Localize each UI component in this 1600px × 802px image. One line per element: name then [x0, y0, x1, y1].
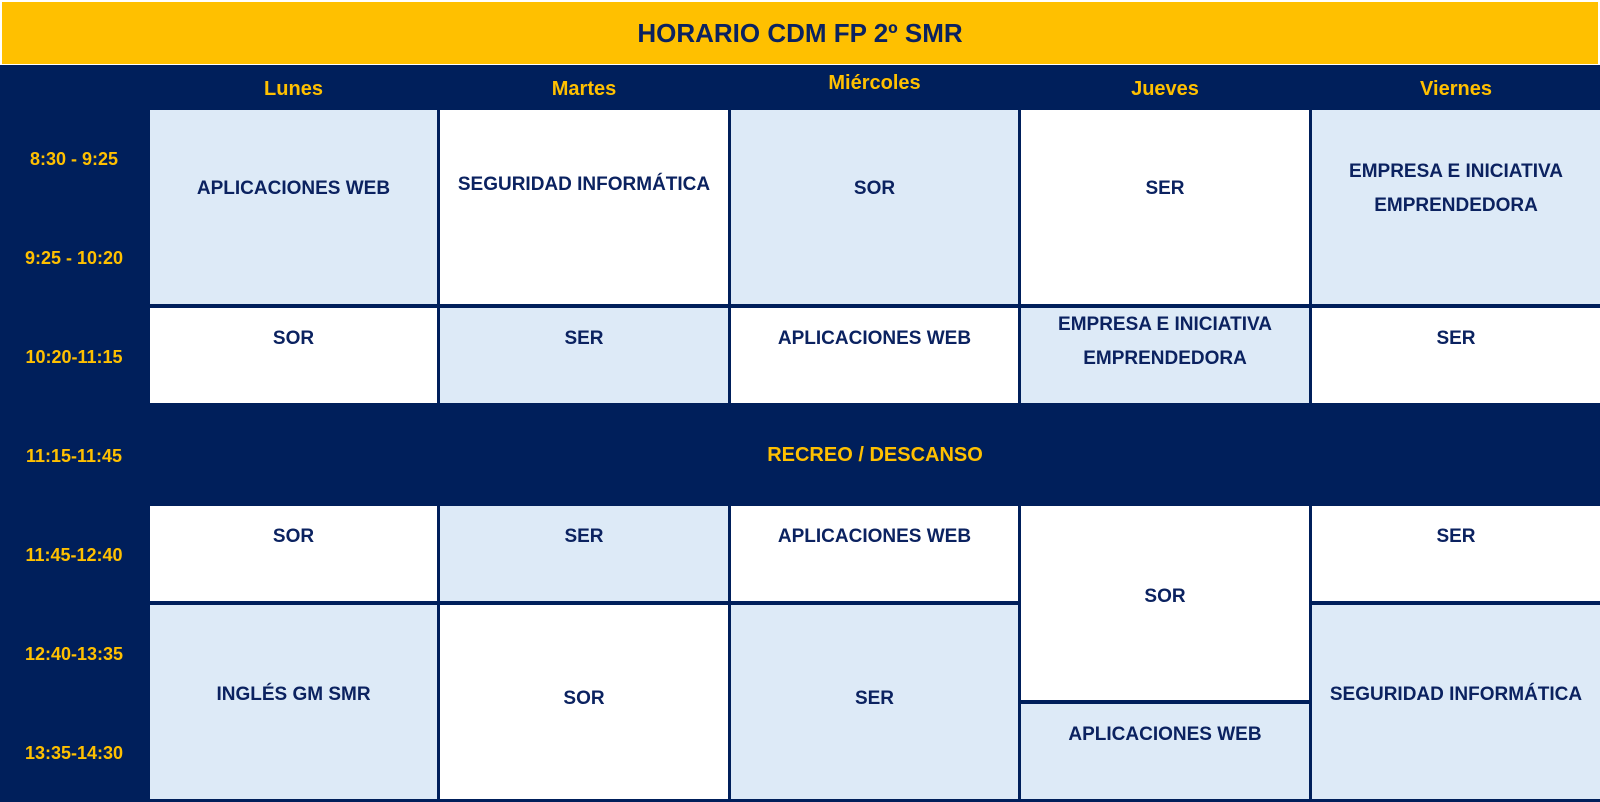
class-cell-lunes-4: [150, 605, 437, 799]
class-cell-viernes-2: [1312, 308, 1600, 403]
break-label: RECREO / DESCANSO: [767, 443, 983, 466]
class-label: SOR: [563, 688, 605, 709]
class-cell-martes-4: [440, 605, 728, 799]
class-cell-jueves-2: [1021, 308, 1309, 403]
class-label: SOR: [1144, 586, 1186, 607]
class-cell-viernes-1: [1312, 110, 1600, 304]
class-label: SOR: [272, 526, 315, 547]
day-header-miercoles: Miércoles: [828, 71, 921, 94]
time-slot-break: 11:15-11:45: [25, 445, 123, 466]
class-cell-lunes-2: [150, 308, 437, 403]
class-cell-jueves-4: [1021, 704, 1309, 799]
class-label: SOR: [853, 178, 896, 199]
class-label: SOR: [272, 328, 315, 349]
day-header-jueves: Jueves: [1131, 77, 1199, 100]
class-label: SER: [854, 688, 895, 709]
class-label: SER: [564, 328, 604, 349]
time-slot-1: 8:30 - 9:25: [29, 148, 119, 169]
class-cell-jueves-3: [1021, 506, 1309, 700]
day-header-martes: Martes: [551, 77, 617, 100]
class-label: EMPRESA E INICIATIVA EMPRENDEDORA: [1349, 161, 1563, 216]
class-label: EMPRESA E INICIATIVA EMPRENDEDORA: [1058, 314, 1272, 369]
class-cell-martes-3: [440, 506, 728, 601]
class-cell-viernes-3: [1312, 506, 1600, 601]
class-cell-miercoles-1: [731, 110, 1018, 304]
class-cell-miercoles-4: [731, 605, 1018, 799]
class-cell-jueves-1: [1021, 110, 1309, 304]
class-label: SER: [1436, 526, 1476, 547]
class-label: SER: [1145, 178, 1185, 199]
day-header-lunes: Lunes: [264, 77, 323, 100]
class-label: SEGURIDAD INFORMÁTICA: [1329, 684, 1583, 705]
time-slot-4: 11:45-12:40: [25, 544, 123, 565]
class-cell-miercoles-3: [731, 506, 1018, 601]
time-slot-2: 9:25 - 10:20: [24, 247, 124, 268]
time-slot-5: 12:40-13:35: [24, 643, 124, 664]
title-bar: [2, 2, 1598, 64]
day-header-viernes: Viernes: [1420, 77, 1492, 100]
class-label: APLICACIONES WEB: [196, 178, 391, 199]
time-slot-3: 10:20-11:15: [25, 346, 123, 367]
class-cell-viernes-4: [1312, 605, 1600, 799]
class-cell-lunes-3: [150, 506, 437, 601]
class-label: SER: [564, 526, 604, 547]
time-slot-6: 13:35-14:30: [24, 742, 124, 763]
class-label: INGLÉS GM SMR: [216, 684, 371, 705]
class-label: SEGURIDAD INFORMÁTICA: [457, 174, 711, 195]
class-label: SER: [1436, 328, 1476, 349]
class-cell-martes-1: [440, 110, 728, 304]
class-cell-miercoles-2: [731, 308, 1018, 403]
class-label: APLICACIONES WEB: [777, 328, 972, 349]
class-label: APLICACIONES WEB: [777, 526, 972, 547]
class-cell-martes-2: [440, 308, 728, 403]
class-cell-lunes-1: [150, 110, 437, 304]
class-label: APLICACIONES WEB: [1068, 724, 1262, 745]
page-title: HORARIO CDM FP 2º SMR: [637, 17, 963, 48]
